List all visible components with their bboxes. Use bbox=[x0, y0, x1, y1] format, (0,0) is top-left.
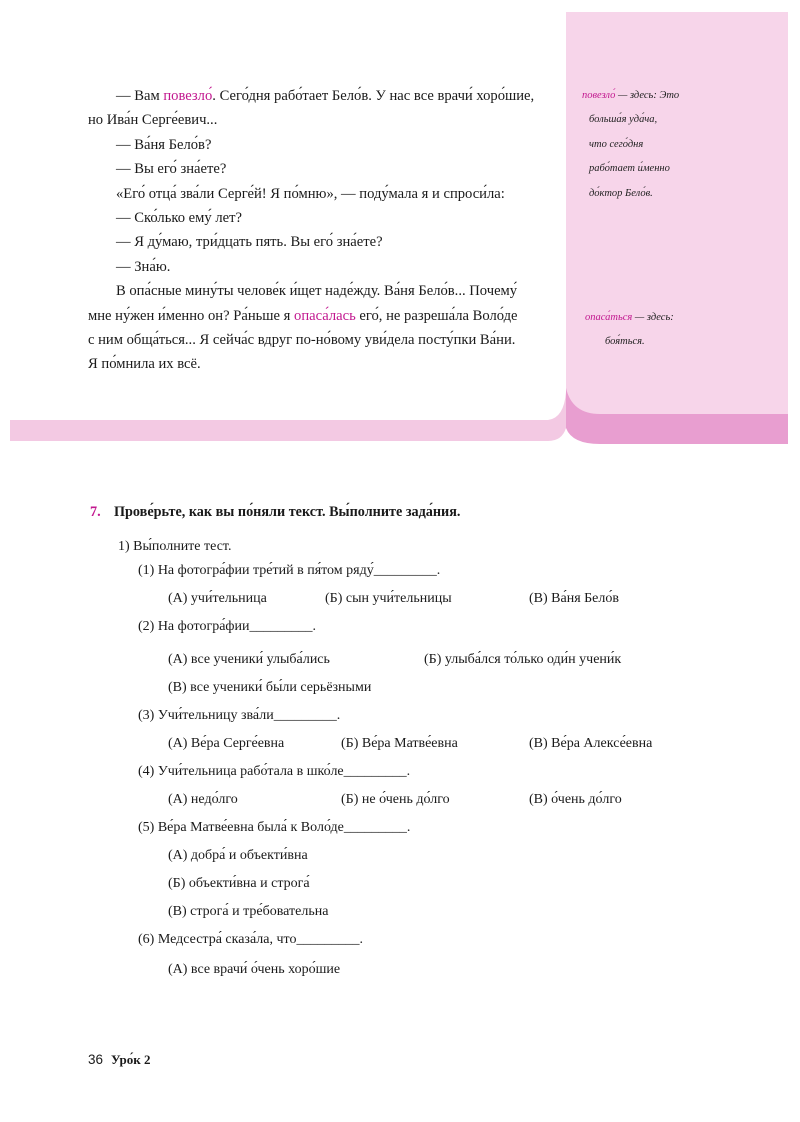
subtask-label: 1) Вы́полните тест. bbox=[118, 539, 232, 554]
task-number: 7. bbox=[90, 504, 101, 520]
option-1a: (А) учи́тельница bbox=[168, 591, 267, 606]
story-line: — Вы его́ зна́ете? bbox=[116, 161, 227, 178]
option-3b: (Б) Ве́ра Матве́евна bbox=[341, 736, 458, 751]
option-6a: (А) все врачи́ о́чень хоро́шие bbox=[168, 962, 341, 977]
question-6: (6) Медсестра́ сказа́ла, что_________. bbox=[138, 932, 363, 947]
option-3a: (А) Ве́ра Серге́евна bbox=[168, 736, 285, 751]
option-5c: (В) строга́ и тре́бовательна bbox=[168, 904, 329, 919]
story-line: — Вам повезло́. Сего́дня рабо́тает Бело́в. У нас все врачи́ хоро́шие, bbox=[116, 88, 535, 104]
margin-note-opasatsya: опаса́ться — здесь: боя́ться. bbox=[585, 312, 674, 348]
option-4b: (Б) не о́чень до́лго bbox=[341, 792, 450, 807]
question-4: (4) Учи́тельница рабо́тала в шко́ле_________. bbox=[138, 764, 411, 779]
page-number: 36 bbox=[88, 1052, 104, 1067]
question-2: (2) На фотогра́фии_________. bbox=[138, 619, 316, 634]
option-4c: (В) о́чень до́лго bbox=[529, 792, 622, 807]
page-footer bbox=[88, 1052, 150, 1068]
story-line: — Ско́лько ему́ лет? bbox=[116, 210, 242, 227]
question-5: (5) Ве́ра Матве́евна была́ к Воло́де_________. bbox=[138, 820, 411, 835]
task-title: Прове́рьте, как вы по́няли текст. Вы́полните зада́ния. bbox=[114, 504, 461, 520]
story-line: Я по́мнила их всё. bbox=[88, 356, 201, 373]
story-line: «Его́ отца́ зва́ли Серге́й! Я по́мню», — поду́мала я и спроси́ла: bbox=[116, 185, 505, 202]
story-line: с ним обща́ться... Я сейча́с вдруг по-но́вому уви́дела посту́пки Ва́ни. bbox=[88, 332, 516, 349]
option-2a: (А) все ученики́ улыба́лись bbox=[168, 652, 330, 667]
margin-note-povezlo: повезло́ — здесь: Это больша́я уда́ча, что сего́дня рабо́тает и́менно до́ктор Бело́в. bbox=[582, 90, 680, 199]
option-2b: (Б) улыба́лся то́лько оди́н учени́к bbox=[424, 652, 622, 667]
story-line: — Я ду́маю, три́дцать пять. Вы его́ зна́ете? bbox=[116, 234, 383, 251]
option-5b: (Б) объекти́вна и строга́ bbox=[168, 876, 310, 891]
option-5a: (А) добра́ и объекти́вна bbox=[168, 848, 308, 863]
banner-light bbox=[10, 392, 566, 441]
lesson-label: Уро́к 2 bbox=[111, 1052, 151, 1067]
highlight-povezlo: повезло́ bbox=[163, 88, 213, 104]
option-1c: (В) Ва́ня Бело́в bbox=[529, 591, 619, 606]
story-line: мне ну́жен и́менно он? Ра́ньше я опаса́лась его́, не разреша́ла Воло́де bbox=[88, 307, 518, 324]
option-3c: (В) Ве́ра Алексе́евна bbox=[529, 736, 653, 751]
task-heading bbox=[90, 504, 460, 521]
question-1: (1) На фотогра́фии тре́тий в пя́том ряду́_________. bbox=[138, 563, 441, 578]
margin-panel bbox=[566, 12, 788, 428]
question-3: (3) Учи́тельницу зва́ли_________. bbox=[138, 708, 341, 723]
story-line: но Ива́н Серге́евич... bbox=[88, 112, 218, 129]
highlight-opasalas: опаса́лась bbox=[294, 307, 356, 324]
story-text bbox=[88, 84, 558, 377]
option-1b: (Б) сын учи́тельницы bbox=[325, 591, 452, 606]
story-line: — Ва́ня Бело́в? bbox=[116, 136, 212, 153]
story-line: — Зна́ю. bbox=[116, 258, 171, 275]
option-2c: (В) все ученики́ бы́ли серьёзными bbox=[168, 680, 372, 695]
option-4a: (А) недо́лго bbox=[168, 792, 238, 807]
story-line: В опа́сные мину́ты челове́к и́щет наде́жду. Ва́ня Бело́в... Почему́ bbox=[116, 283, 518, 300]
